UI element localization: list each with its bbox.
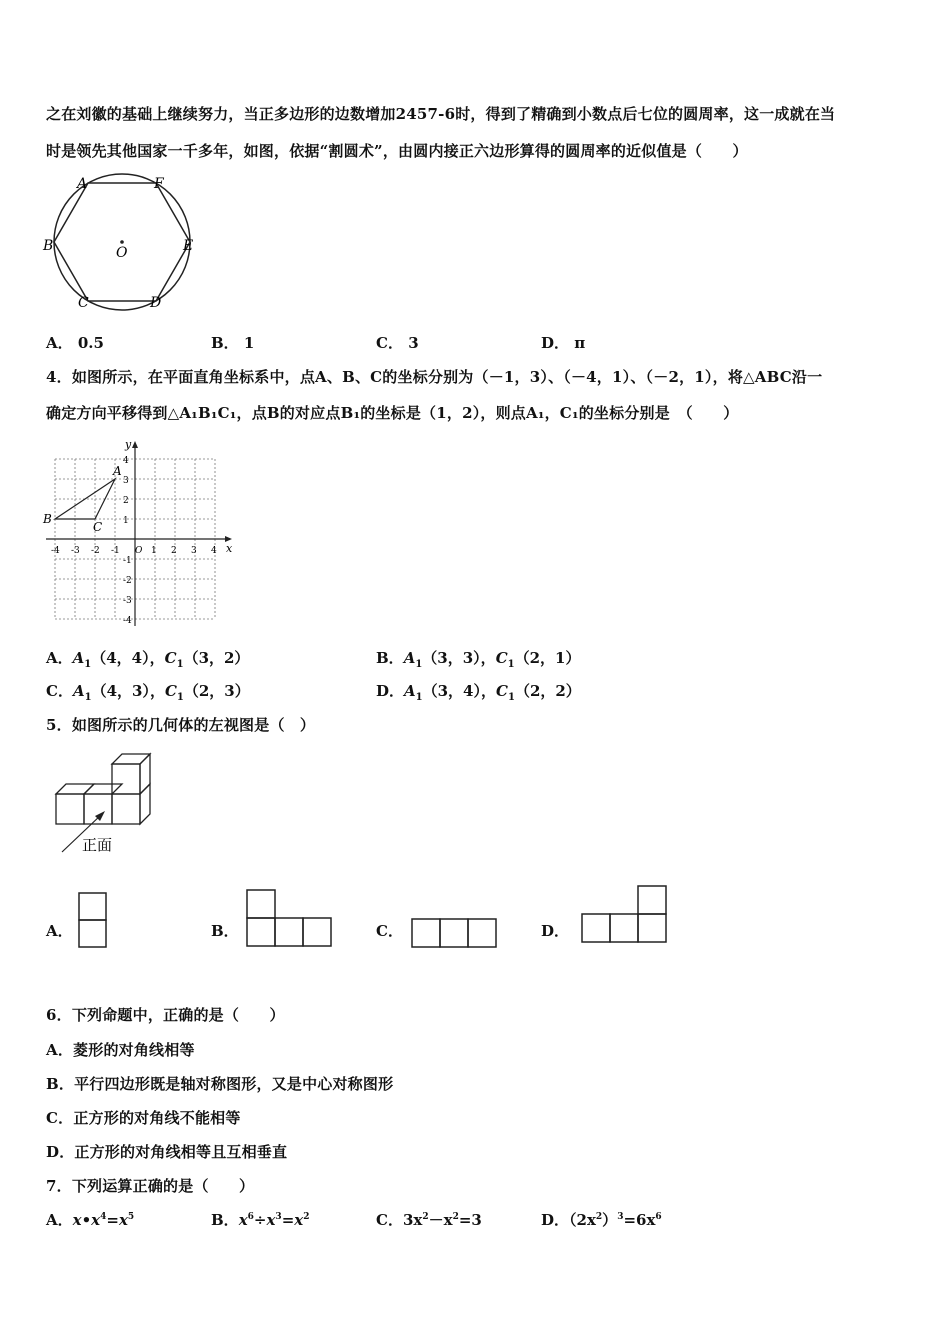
y-tick-label: 2: [123, 496, 129, 506]
x-tick-label: 2: [171, 546, 177, 556]
axis-y-label: y: [125, 438, 132, 451]
point-label-B: B: [43, 512, 52, 526]
q5-option-c-figure[interactable]: [411, 918, 501, 952]
label-D: D: [150, 295, 162, 311]
q7-stem: 7．下列运算正确的是（ ）: [46, 1177, 255, 1195]
q3-option-d[interactable]: D． π: [541, 334, 586, 352]
q4-option-b[interactable]: B．$A_1(3$，3），$C_1(2$，1）: [376, 649, 581, 670]
x-tick-label: O: [135, 546, 143, 556]
label-F: F: [154, 176, 164, 192]
q3-stem-line2: 时是领先其他国家一千多年，如图，依据“割圆术”，由圆内接正六边形算得的圆周率的近似值是（ ）: [46, 142, 748, 160]
q7-option-c[interactable]: C．$3x^2-x^2=3$: [376, 1211, 482, 1229]
q3-option-a[interactable]: A． 0.5: [46, 334, 104, 352]
q5-option-d-figure[interactable]: [581, 885, 671, 945]
q5-option-d-label[interactable]: D．: [541, 922, 570, 940]
y-tick-label: 3: [123, 476, 129, 486]
q5-option-c-label[interactable]: C．: [376, 922, 403, 940]
y-tick-label: -3: [123, 596, 132, 606]
q4-option-a[interactable]: A．$A_1(4$，4），$C_1(3$，2）: [46, 649, 250, 670]
q5-stem: 5．如图所示的几何体的左视图是（ ）: [46, 716, 316, 734]
label-O: O: [116, 245, 128, 261]
q7-option-a[interactable]: A．$x•x^4=x^5$: [46, 1211, 135, 1229]
q5-option-b-label[interactable]: B．: [211, 922, 239, 940]
q7-option-b[interactable]: B．$x^6\div x^3=x^2$: [211, 1211, 310, 1229]
q4-stem-line2: 确定方向平移得到△A₁B₁C₁，点B的对应点B₁的坐标是（1，2），则点A₁，C₁的坐标分别是 （ ）: [46, 404, 739, 422]
front-label: 正面: [82, 836, 113, 854]
point-label-C: C: [93, 520, 103, 534]
x-tick-label: -2: [91, 546, 100, 556]
q6-option-d[interactable]: D．正方形的对角线相等且互相垂直: [46, 1143, 288, 1161]
x-tick-labels: [51, 546, 217, 556]
q6-stem: 6．下列命题中，正确的是（ ）: [46, 1006, 285, 1024]
hexagon-circle-figure: [40, 170, 210, 315]
q7-option-d[interactable]: D．$(2x^2)^3=6x^6$: [541, 1211, 662, 1229]
point-labels: [42, 464, 122, 534]
axis-x-label: x: [226, 542, 233, 555]
q5-option-a-label[interactable]: A．: [46, 922, 73, 940]
label-B: B: [43, 238, 54, 254]
x-tick-label: -1: [111, 546, 120, 556]
q3-option-c[interactable]: C． 3: [376, 334, 419, 352]
q5-option-b-figure[interactable]: [246, 889, 336, 949]
q5-option-a-figure[interactable]: [78, 892, 110, 952]
y-tick-label: 1: [123, 516, 129, 526]
label-C: C: [78, 295, 89, 311]
y-tick-label: 4: [123, 456, 129, 466]
x-tick-label: -4: [51, 546, 60, 556]
coordinate-grid-figure: [40, 436, 240, 631]
q4-option-d[interactable]: D．$A_1(3$，4），$C_1(2$，2）: [376, 682, 581, 703]
label-E: E: [183, 238, 194, 254]
y-tick-label: -4: [123, 616, 132, 626]
x-tick-label: 1: [151, 546, 157, 556]
x-tick-label: -3: [71, 546, 80, 556]
y-tick-label: -2: [123, 576, 132, 586]
point-label-A: A: [113, 464, 122, 478]
x-tick-label: 4: [211, 546, 217, 556]
x-tick-label: 3: [191, 546, 197, 556]
q4-stem-line1: 4．如图所示，在平面直角坐标系中，点A、B、C的坐标分别为（－1，3）、（－4，1）、（－2，1），将△ABC沿一: [46, 368, 823, 386]
q4-option-c[interactable]: C．$A_1(4$，3），$C_1(2$，3）: [46, 682, 250, 703]
y-tick-labels: [123, 456, 132, 626]
y-tick-label: -1: [123, 556, 132, 566]
q6-option-b[interactable]: B．平行四边形既是轴对称图形，又是中心对称图形: [46, 1075, 394, 1093]
label-A: A: [77, 176, 88, 192]
q3-stem-line1: 之在刘徽的基础上继续努力，当正多边形的边数增加2457-6时，得到了精确到小数点后七位的圆周率，这一成就在当: [46, 105, 836, 123]
q3-option-b[interactable]: B． 1: [211, 334, 255, 352]
q6-option-a[interactable]: A．菱形的对角线相等: [46, 1041, 195, 1059]
q6-option-c[interactable]: C．正方形的对角线不能相等: [46, 1109, 241, 1127]
y-axis-arrow: [132, 441, 138, 448]
cube-solid-figure: [52, 752, 172, 857]
